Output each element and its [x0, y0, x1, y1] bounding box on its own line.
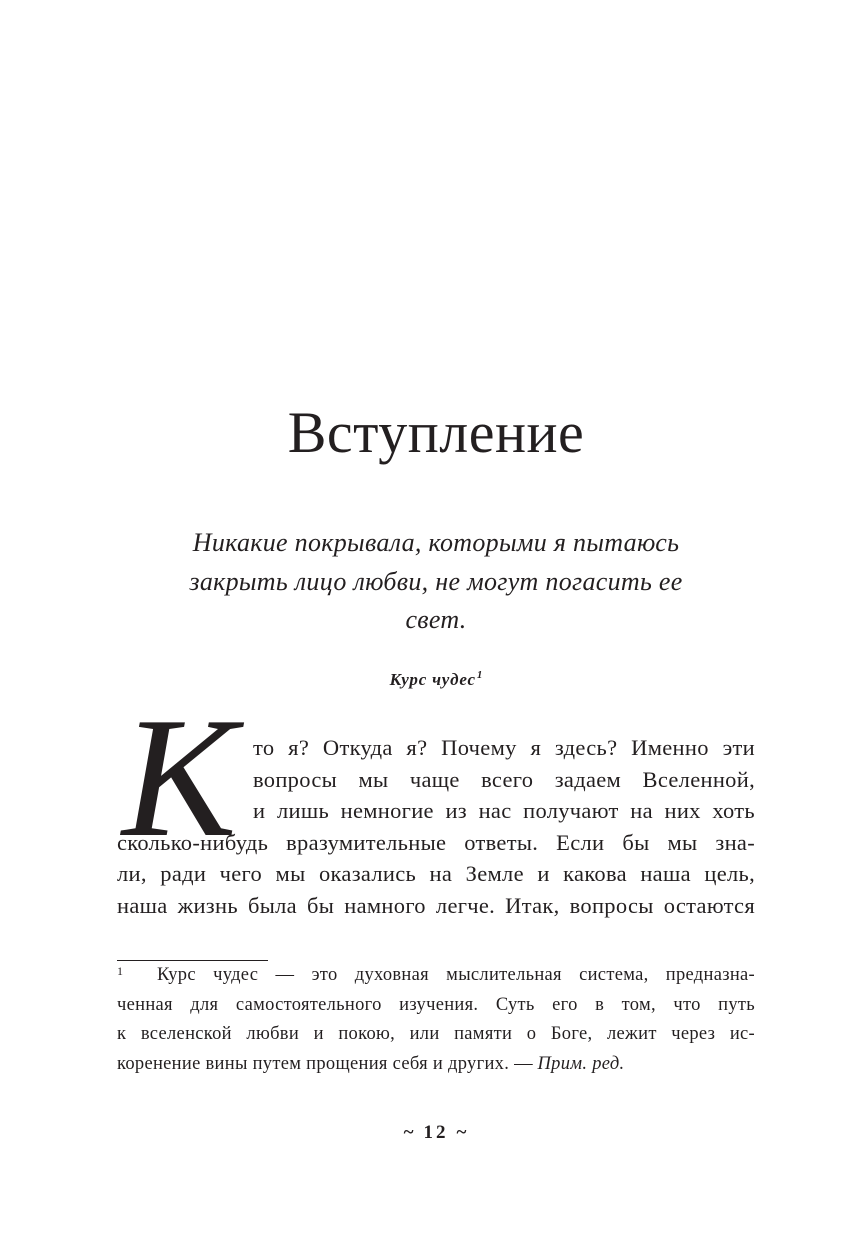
- page-number-value: 12: [423, 1122, 449, 1143]
- drop-cap: К: [122, 683, 237, 873]
- footnote: [117, 961, 755, 1079]
- chapter-title: Вступление: [287, 400, 585, 465]
- footnote-line-last: [117, 1050, 755, 1080]
- footnote-line: ченная для самостоятельного изучения. Суть его в том, что путь: [117, 994, 755, 1015]
- body-line: наша жизнь была бы намного легче. Итак, вопросы остаются: [117, 892, 755, 918]
- editor-note: Прим. ред.: [537, 1053, 625, 1074]
- page-number-ornament-right: ~: [456, 1122, 469, 1143]
- footnote-reference: 1: [476, 669, 483, 681]
- body-line: и лишь немногие из нас получают на них хоть: [253, 798, 755, 824]
- body-line: сколько-нибудь вразумительные ответы. Если бы мы зна-: [117, 829, 755, 855]
- body-text: [117, 732, 755, 922]
- epigraph-line: закрыть лицо любви, не могут погасить ее: [189, 566, 683, 596]
- body-line: то я? Откуда я? Почему я здесь? Именно эти: [253, 735, 755, 760]
- footnote-line: к вселенской любви и покою, или памяти о Боге, лежит через ис-: [117, 1024, 755, 1045]
- page-number: [117, 1120, 755, 1146]
- footnote-line: Курс чудес — это духовная мыслительная система, предназна-: [157, 965, 755, 985]
- epigraph-source-text: Курс чудес: [389, 670, 476, 689]
- body-line: вопросы мы чаще всего задаем Вселенной,: [253, 766, 755, 792]
- epigraph-line: свет.: [405, 605, 467, 634]
- epigraph-line: Никакие покрывала, которыми я пытаюсь: [192, 528, 680, 557]
- footnote-line-text: коренение вины путем прощения себя и других. —: [117, 1053, 533, 1074]
- page-number-ornament-left: ~: [403, 1122, 416, 1143]
- footnote-marker: 1: [117, 964, 123, 978]
- body-line: ли, ради чего мы оказались на Земле и какова наша цель,: [117, 861, 755, 887]
- epigraph: [117, 524, 755, 640]
